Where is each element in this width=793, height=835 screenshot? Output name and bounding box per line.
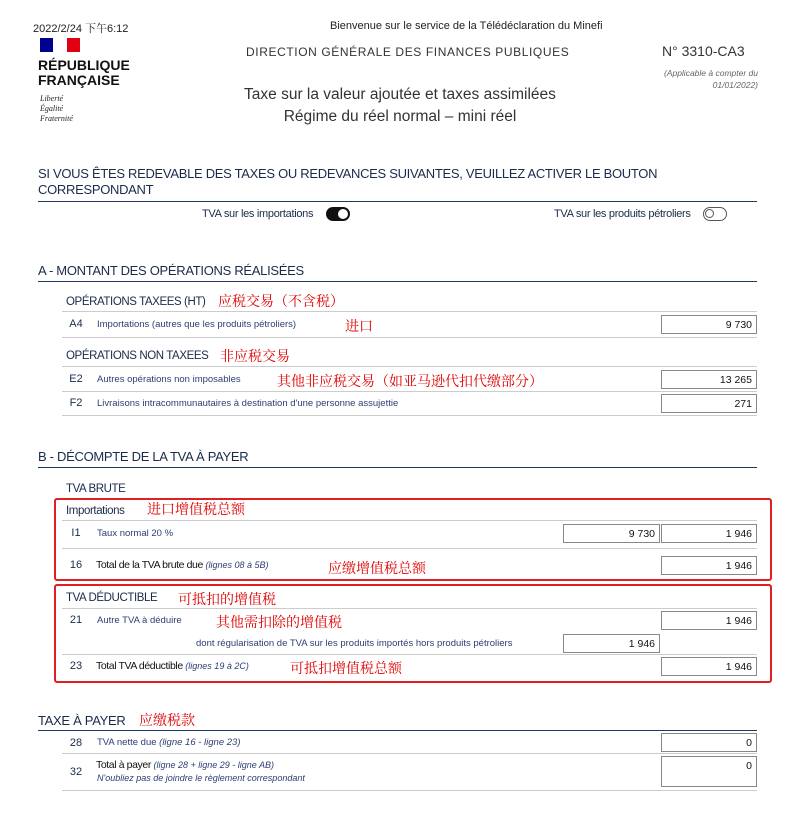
- operations-non-taxees-title: OPÉRATIONS NON TAXEES: [66, 350, 209, 362]
- annotation-a4: 进口: [345, 319, 373, 335]
- divider: [62, 608, 757, 609]
- line-32-label: Total à payer (ligne 28 + ligne 29 - ligne AB): [96, 759, 274, 771]
- form-title: Taxe sur la valeur ajoutée et taxes assimilées: [244, 86, 556, 103]
- divider: [62, 520, 757, 521]
- operations-taxees-title: OPÉRATIONS TAXEES (HT): [66, 296, 206, 308]
- line-i1-code: I1: [71, 527, 81, 539]
- form-number: N° 3310-CA3: [662, 43, 745, 59]
- importations-title: Importations: [66, 505, 125, 517]
- divider: [62, 790, 757, 791]
- line-16-label: Total de la TVA brute due (lignes 08 à 5B): [96, 559, 269, 571]
- line-28-label: TVA nette due (ligne 16 - ligne 23): [97, 737, 241, 748]
- line-e2-input[interactable]: 13 265: [661, 370, 757, 389]
- motto: Liberté Égalité Fraternité: [40, 94, 73, 123]
- line-32-code: 32: [69, 766, 83, 778]
- tva-deductible-title: TVA DÉDUCTIBLE: [66, 592, 158, 604]
- annotation-16: 应缴增值税总额: [328, 561, 426, 577]
- toggle-petrol-label: TVA sur les produits pétroliers: [554, 208, 691, 220]
- form-subtitle: Régime du réel normal – mini réel: [283, 108, 517, 125]
- annotation-23: 可抵扣增值税总额: [290, 661, 402, 677]
- line-16-input[interactable]: 1 946: [661, 556, 757, 575]
- tva-brute-title: TVA BRUTE: [66, 483, 126, 495]
- divider: [62, 366, 757, 367]
- line-f2-input[interactable]: 271: [661, 394, 757, 413]
- print-datetime: 2022/2/24 下午6:12: [33, 23, 129, 35]
- toggle-petrol-switch[interactable]: [703, 207, 727, 221]
- annotation-e2: 其他非应税交易（如亚马逊代扣代缴部分）: [277, 374, 543, 390]
- line-f2-code: F2: [69, 397, 83, 409]
- dgfip-label: DIRECTION GÉNÉRALE DES FINANCES PUBLIQUES: [246, 45, 570, 59]
- line-i1-base-input[interactable]: 9 730: [563, 524, 660, 543]
- line-21-code: 21: [69, 614, 83, 626]
- divider: [38, 467, 757, 468]
- line-a4-input[interactable]: 9 730: [661, 315, 757, 334]
- divider: [38, 201, 757, 202]
- line-i1-tax-input[interactable]: 1 946: [661, 524, 757, 543]
- line-21-sub-input[interactable]: 1 946: [563, 634, 660, 653]
- annotation-deductible: 可抵扣的增值税: [178, 592, 276, 608]
- line-21-sub-label: dont régularisation de TVA sur les produits importés hors produits pétroliers: [196, 638, 513, 649]
- line-e2-code: E2: [69, 373, 83, 385]
- applicable-note: (Applicable à compter du 01/01/2022): [663, 68, 758, 90]
- line-e2-label: Autres opérations non imposables: [97, 374, 241, 385]
- divider: [62, 415, 757, 416]
- line-28-input[interactable]: 0: [661, 733, 757, 752]
- divider: [62, 753, 757, 754]
- section-a-title: A - MONTANT DES OPÉRATIONS RÉALISÉES: [38, 263, 304, 278]
- redevable-heading: SI VOUS ÊTES REDEVABLE DES TAXES OU REDEVANCES SUIVANTES, VEUILLEZ ACTIVER LE BOUTON CORRESPONDANT: [38, 166, 658, 197]
- line-28-code: 28: [69, 737, 83, 749]
- toggle-import-switch[interactable]: [326, 207, 350, 221]
- annotation-taxees: 应税交易（不含税）: [218, 294, 344, 310]
- divider: [62, 391, 757, 392]
- line-23-input[interactable]: 1 946: [661, 657, 757, 676]
- line-21-input[interactable]: 1 946: [661, 611, 757, 630]
- marianne-logo: [40, 38, 80, 52]
- annotation-non-taxees: 非应税交易: [220, 349, 290, 365]
- divider: [62, 337, 757, 338]
- toggle-import-label: TVA sur les importations: [202, 208, 314, 220]
- line-i1-label: Taux normal 20 %: [97, 528, 174, 539]
- annotation-taxe: 应缴税款: [139, 713, 195, 729]
- line-32-input[interactable]: 0: [661, 756, 757, 787]
- divider: [38, 281, 757, 282]
- annotation-21: 其他需扣除的增值税: [216, 615, 342, 631]
- republique-francaise-logo: RÉPUBLIQUE FRANÇAISE: [38, 57, 130, 88]
- print-page-title: Bienvenue sur le service de la Télédéclaration du Minefi: [330, 20, 603, 32]
- line-32-note: N'oubliez pas de joindre le règlement correspondant: [97, 773, 305, 783]
- divider: [62, 654, 757, 655]
- line-21-label: Autre TVA à déduire: [97, 615, 182, 626]
- divider: [38, 730, 757, 731]
- divider: [62, 548, 757, 549]
- taxe-a-payer-title: TAXE À PAYER: [38, 713, 126, 728]
- line-16-code: 16: [69, 559, 83, 571]
- annotation-importations: 进口增值税总额: [147, 502, 245, 518]
- line-23-code: 23: [69, 660, 83, 672]
- section-b-title: B - DÉCOMPTE DE LA TVA À PAYER: [38, 449, 249, 464]
- line-23-label: Total TVA déductible (lignes 19 à 2C): [96, 660, 249, 672]
- line-a4-label: Importations (autres que les produits pétroliers): [97, 319, 297, 330]
- line-a4-code: A4: [69, 318, 83, 330]
- divider: [62, 311, 757, 312]
- line-f2-label: Livraisons intracommunautaires à destination d'une personne assujettie: [97, 398, 399, 409]
